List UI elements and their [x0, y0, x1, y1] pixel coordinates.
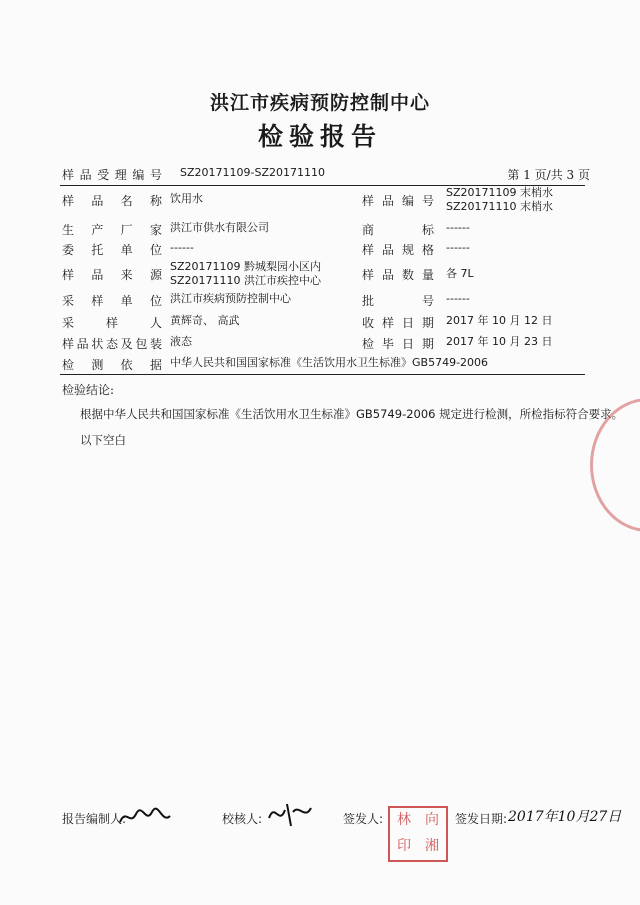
basis-value: 中华人民共和国国家标准《生活饮用水卫生标准》GB5749-2006 — [170, 356, 489, 369]
client-value: ------ — [170, 241, 194, 254]
report-title: 检验报告 — [257, 122, 382, 151]
reviewer-label: 校核人: — [222, 812, 263, 826]
accept-no-label: 样品受理编号 — [62, 168, 162, 182]
conclusion-text: 根据中华人民共和国国家标准《生活饮用水卫生标准》GB5749-2006 规定进行检测，所检指标符合要求。 — [80, 407, 624, 421]
source-label: 样品来源 — [62, 268, 162, 282]
spec-label: 样品规格 — [362, 243, 434, 257]
brand-label: 商标 — [362, 223, 434, 237]
state-value: 液态 — [170, 335, 192, 348]
sample-no-value: SZ20171109 末梢水 SZ20171110 末梢水 — [446, 186, 554, 213]
signer-stamp: 林 向 印 湘 — [388, 806, 448, 862]
state-label: 样品状态及包装 — [62, 337, 162, 351]
accept-no-value: SZ20171109-SZ20171110 — [180, 166, 325, 179]
finish-date-label: 检毕日期 — [362, 337, 434, 351]
client-label: 委托单位 — [62, 243, 162, 257]
conclusion-title: 检验结论: — [62, 383, 115, 397]
manufacturer-label: 生产厂家 — [62, 223, 162, 237]
source-value: SZ20171109 黔城梨园小区内 SZ20171110 洪江市疾控中心 — [170, 260, 322, 287]
basis-label: 检测依据 — [62, 358, 162, 372]
receive-date-value: 2017 年 10 月 12 日 — [446, 314, 553, 327]
page-info: 第 1 页/共 3 页 — [507, 168, 590, 182]
sampler-value: 黄辉奇、 高武 — [170, 314, 240, 327]
batch-value: ------ — [446, 292, 470, 305]
sign-date-label: 签发日期: — [455, 812, 508, 826]
signer-label: 签发人: — [343, 812, 384, 826]
compiler-label: 报告编制人: — [62, 812, 127, 826]
qty-value: 各 7L — [446, 267, 474, 280]
reviewer-signature — [265, 798, 313, 834]
report-header — [62, 164, 590, 184]
sampling-unit-label: 采样单位 — [62, 294, 162, 308]
batch-label: 批号 — [362, 294, 434, 308]
sample-no-label: 样品编号 — [362, 194, 434, 208]
sample-name-value: 饮用水 — [170, 192, 203, 205]
org-title: 洪江市疾病预防控制中心 — [209, 92, 430, 114]
divider-bottom — [60, 374, 585, 375]
qty-label: 样品数量 — [362, 268, 434, 282]
brand-value: ------ — [446, 221, 470, 234]
spec-value: ------ — [446, 241, 470, 254]
receive-date-label: 收样日期 — [362, 316, 434, 330]
blank-note: 以下空白 — [80, 433, 126, 447]
sample-name-label: 样品名称 — [62, 194, 162, 208]
finish-date-value: 2017 年 10 月 23 日 — [446, 335, 553, 348]
sign-date-value: 2017年10月27日 — [508, 809, 622, 825]
sampling-unit-value: 洪江市疾病预防控制中心 — [170, 292, 291, 305]
manufacturer-value: 洪江市供水有限公司 — [170, 221, 269, 234]
sampler-label: 采样人 — [62, 316, 162, 330]
compiler-signature — [118, 804, 173, 834]
